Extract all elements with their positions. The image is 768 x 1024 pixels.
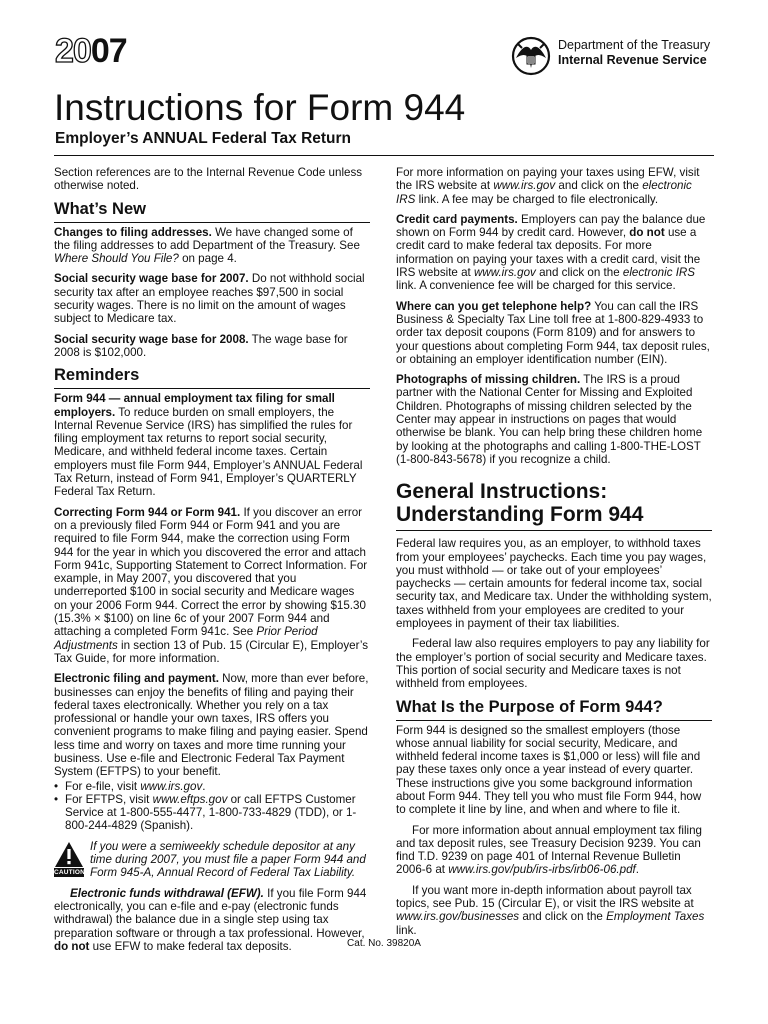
cc-ref: electronic IRS [622,266,696,280]
changes-lead: Changes to filing addresses. [54,225,212,239]
general-heading-line2: Understanding Form 944 [396,503,644,527]
purpose-paragraph-1: Form 944 is designed so the smallest employers (those whose annual liability for social security, Medicare, and withheld federal income taxes is $1,000 or less) will file and pay these taxes only once a year instead of every quarter. These instructions give you some background information about Form 944. They tell you who must file Form 944, how to complete it line by line, and when and where to file it. [396,723,702,817]
catalog-number: Cat. No. 39820A [347,938,421,949]
list-item [54,780,370,793]
irs-eagle-logo-icon [510,36,552,76]
agency-name: Internal Revenue Service [558,53,707,67]
annual-paragraph [54,392,370,498]
cc-paragraph [396,213,712,293]
general-heading-line1: General Instructions: [396,480,608,504]
year-outline: 20 [55,32,91,70]
efw-more-mid: and click on the [558,179,639,193]
cc-irs-link[interactable]: www.irs.gov [473,266,536,280]
whats-new-heading: What’s New [54,200,370,223]
bullet2-pre: For EFTPS, visit [65,792,150,806]
efw-lead: Electronic funds withdrawal (EFW). [70,886,264,900]
missing-paragraph [396,373,712,466]
changes-body: We have changed some of the filing addresses to add Department of the Treasury. See [54,225,360,252]
document-title: Instructions for Form 944 [54,87,466,128]
changes-tail: on page 4. [182,252,237,266]
phone-lead: Where can you get telephone help? [396,299,592,313]
efw-body: If you file Form 944 electronically, you can e-file and e-pay (electronic funds withdrawal) the balance due in a single step using tax preparation software or through a tax professional. However, [54,886,367,940]
year-solid: 07 [90,32,127,70]
purpose-heading: What Is the Purpose of Form 944? [396,698,712,721]
irs-link[interactable]: www.irs.gov [493,179,556,193]
ss2008-body: The wage base for 2008 is $102,000. [54,332,348,359]
bullet2-post: or call EFTPS Customer Service at 1-800-555-4477, 1-800-733-4829 (TDD), or 1-800-244-4829 (Spanish). [65,792,357,833]
purpose-p3-pre: If you want more in-depth information about payroll tax topics, see Pub. 15 (Circular E), or visit the IRS website at [396,883,694,911]
purpose-paragraph-3 [396,884,712,937]
left-column [54,166,370,960]
correct-lead: Correcting Form 944 or Form 941. [54,505,241,519]
businesses-link[interactable]: www.irs.gov/businesses [396,910,520,924]
missing-lead: Photographs of missing children. [396,373,581,387]
purpose-p2-pre: For more information about annual employment tax filing and tax deposit rules, see Treasury Decision 9239. You can find T.D. 9239 on page 401 of Internal Revenue Bulletin 2006-6 at [396,823,702,877]
efile-body: Now, more than ever before, businesses can enjoy the benefits of filing and paying their federal taxes electronically. Whether you rely on a tax professional or handle your own taxes, IRS offers you convenient programs to make filing and paying easier. Spend less time and worry on taxes and more time running your business. Use e-file and Electronic Federal Tax Payment System (EFTPS) to your benefit. [54,672,369,779]
caution-label: CAUTION [54,868,86,876]
ss2007-paragraph [54,272,370,325]
ss2007-lead: Social security wage base for 2007. [54,272,249,286]
bullet1-post: . [202,779,206,793]
general-paragraph-1: Federal law requires you, as an employer, to withhold taxes from your employees’ paychecks. Each time you pay wages, you must withhold — or take out of your employees’ paychecks — certain amounts for federal income tax, social security tax, and Medicare tax. Under the withholding system, taxes withheld from your employees are credited to your employees in payment of their tax liabilities. [396,537,712,631]
cc-mid: and click on the [539,266,620,280]
efile-lead: Electronic filing and payment. [54,672,219,686]
caution-note [54,840,370,880]
list-item [54,793,370,833]
ss2008-paragraph [54,333,370,360]
purpose-p3-mid: and click on the [522,910,603,924]
bullet-icon: • [54,792,59,806]
cc-lead: Credit card payments. [396,212,518,226]
correct-paragraph [54,506,370,666]
purpose-p2-tail: . [635,863,639,877]
efw-tail: use EFW to make federal tax deposits. [92,939,292,953]
changes-paragraph [54,226,370,266]
cc-bold: do not [629,226,665,240]
warning-triangle-icon [54,841,84,868]
purpose-p3-ref: Employment Taxes [606,910,705,924]
efw-more-paragraph [396,166,712,206]
intro-paragraph: Section references are to the Internal Revenue Code unless otherwise noted. [54,166,363,193]
cc-body: Employers can pay the balance due shown on Form 944 by credit card. However, [396,212,706,240]
bullet-icon: • [54,779,59,793]
general-paragraph-2: Federal law also requires employers to pay any liability for the employer’s portion of social security and Medicare taxes. This portion of social security and Medicare taxes is not withheld from employees. [396,637,710,691]
eftps-link[interactable]: www.eftps.gov [152,792,228,806]
correct-body: If you discover an error on a previously filed Form 944 or Form 941 and you are required to file Form 944, make the correction using Form 944 for the year in which you discovered the error and attach Form 941c, Supporting Statement to Correct Information. For example, in May 2007, you discovered that you underreported $100 in social security and Medicare wages on your 2006 Form 944. Correct the error by showing $15.30 (15.3% × $100) on line 6c of your 2007 Form 944 and attaching a completed Form 941c. See [54,505,368,639]
efw-bold: do not [54,939,90,953]
cc-tail: link. A convenience fee will be charged for this service. [396,279,676,293]
general-instructions-heading [396,480,712,531]
ss2008-lead: Social security wage base for 2008. [54,332,249,346]
form-year [55,34,127,68]
cc-body2: use a credit card to make federal tax deposits. For more information on paying your taxes with a credit card, visit the IRS website at [396,226,701,280]
missing-body: The IRS is a proud partner with the National Center for Missing and Exploited Children. Photographs of missing children selected by the Center may appear in instructions on pages that would otherwise be blank. You can help bring these children home by looking at the photographs and calling 1-800-THE-LOST (1-800-843-5678) if you recognize a child. [396,373,703,466]
efw-more-tail: link. A fee may be charged to file electronically. [418,192,659,206]
correct-ref: Prior Period Adjustments [54,625,318,652]
changes-ref: Where Should You File? [54,252,179,266]
phone-paragraph [396,300,712,366]
purpose-p3-tail: link. [396,923,417,937]
header-divider [54,155,714,156]
purpose-paragraph-2 [396,824,712,877]
reminders-heading: Reminders [54,366,370,389]
efw-more-ref: electronic IRS [396,179,692,206]
department-name: Department of the Treasury [558,38,711,52]
ss2007-body: Do not withhold social security tax after an employee reaches $97,500 in social security wages. There is no limit on the amount of wages subject to Medicare tax. [54,272,365,326]
caution-icon [54,841,84,879]
right-column [396,166,712,944]
agency-block [510,36,730,76]
efile-paragraph [54,672,370,778]
bullet1-pre: For e-file, visit [65,779,138,793]
correct-tail: in section 13 of Pub. 15 (Circular E), Employer’s Tax Guide, for more information. [54,638,369,665]
annual-body: To reduce burden on small employers, the Internal Revenue Service (IRS) has simplified the rules for filing employment tax returns to report social security, Medicare, and withheld federal income taxes. Certain employers must file Form 944, Employer’s ANNUAL Federal Tax Return, instead of Form 941, Employer’s QUARTERLY Federal Tax Return. [54,405,363,499]
phone-body: You can call the IRS Business & Specialty Tax Line toll free at 1-800-829-4933 to order tax deposit coupons (Form 8109) and for answers to your questions about completing Form 944, tax deposit rules, or obtaining an employer identification number (EIN). [396,299,710,366]
efile-link[interactable]: www.irs.gov [140,779,203,793]
document-subtitle: Employer’s ANNUAL Federal Tax Return [55,130,352,147]
irb-link[interactable]: www.irs.gov/pub/irs-irbs/irb06-06.pdf [448,863,636,877]
caution-text: If you were a semiweekly schedule depositor at any time during 2007, you must file a paper Form 944 and Form 945-A, Annual Record of Federal Tax Liability. [90,839,366,880]
efw-more-pre: For more information on paying your taxes using EFW, visit the IRS website at [396,166,700,193]
annual-lead: Form 944 — annual employment tax filing for small employers. [54,392,335,419]
efile-bullets [54,780,370,833]
